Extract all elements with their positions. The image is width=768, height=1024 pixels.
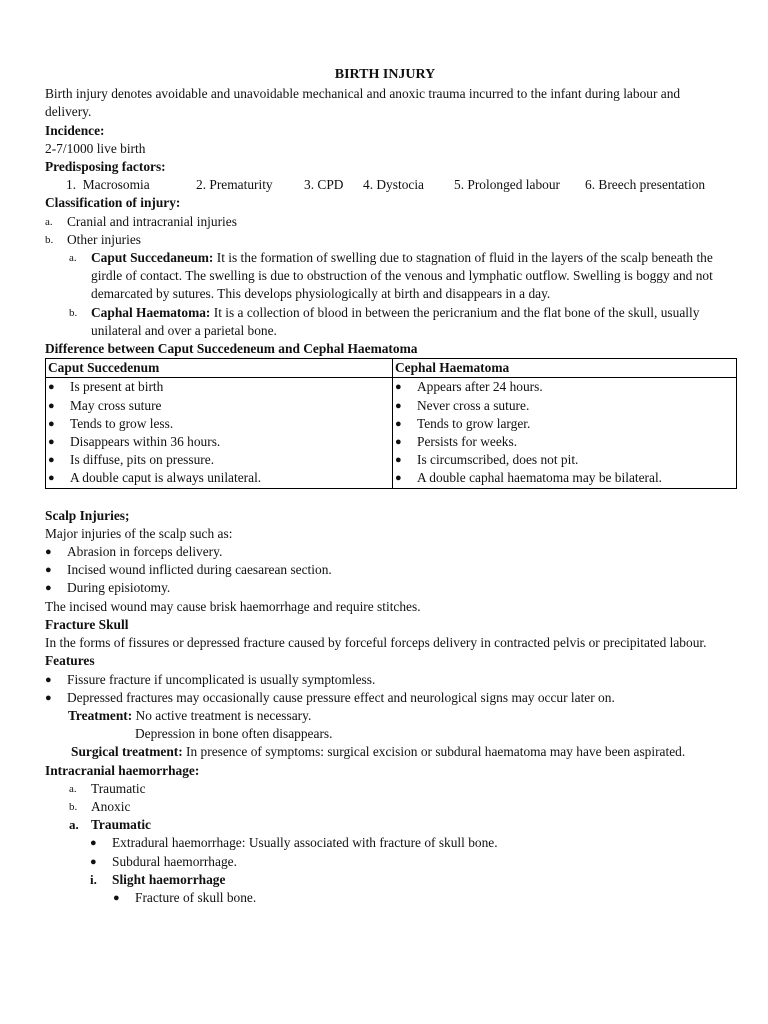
treatment-line — [45, 707, 725, 725]
list-item-text — [91, 304, 725, 340]
factor-item: 4. Dystocia — [363, 177, 424, 193]
bullet-icon: ● — [395, 472, 402, 485]
list-item-text: During episiotomy. — [67, 580, 171, 596]
factor-item: 2. Prematurity — [196, 177, 273, 193]
list-marker: i. — [90, 871, 97, 887]
treatment-label: Treatment: — [68, 707, 133, 723]
list-item-text: Fracture of skull bone. — [135, 889, 257, 905]
intro-paragraph: Birth injury denotes avoidable and unavoidable mechanical and anoxic trauma incurred to the infant during labour and delivery. — [45, 86, 681, 120]
definition: It is the formation of swelling due to stagnation of fluid in the layers of the scalp beneath the girdle of contact. The swelling is due to obstruction of the venous and lymphatic outflow. Swelling is boggy and not demarcated by sutures. This develops physiologically at birth and disappears in a day. — [91, 250, 713, 302]
table-bullet-row — [48, 397, 390, 415]
term: Caput Succedaneum: — [91, 250, 214, 266]
table-bullet-row — [48, 415, 390, 433]
list-item — [45, 304, 725, 340]
bullet-icon: ● — [45, 546, 52, 559]
list-marker: a. — [69, 817, 79, 833]
table-bullet-row — [395, 469, 734, 487]
cell-text: A double caphal haematoma may be bilateral. — [417, 470, 663, 486]
fracture-text: In the forms of fissures or depressed fracture caused by forceful forceps delivery in contracted pelvis or precipitated labour. — [45, 635, 707, 651]
bullet-icon: ● — [395, 381, 402, 394]
indent — [45, 744, 71, 759]
table-bullet-row — [48, 469, 390, 487]
scalp-heading: Scalp Injuries; — [45, 507, 130, 523]
factor-item: 5. Prolonged labour — [454, 177, 560, 193]
treatment-text: No active treatment is necessary. — [132, 707, 312, 723]
bullet-icon: ● — [395, 417, 402, 430]
cell-text: Is circumscribed, does not pit. — [417, 452, 579, 468]
cell-text: Tends to grow larger. — [417, 415, 531, 431]
list-item-text: Traumatic — [91, 780, 146, 796]
classification-heading: Classification of injury: — [45, 195, 181, 211]
factor-item: 6. Breech presentation — [585, 177, 706, 193]
list-item — [45, 579, 725, 597]
cell-text: Appears after 24 hours. — [417, 379, 543, 395]
list-item-text: Cranial and intracranial injuries — [67, 213, 237, 229]
bullet-icon: ● — [45, 582, 52, 595]
cell-text: Tends to grow less. — [70, 415, 174, 431]
cell-text: May cross suture — [70, 397, 162, 413]
list-item-text: Abrasion in forceps delivery. — [67, 544, 223, 560]
list-marker: b. — [45, 233, 54, 246]
bullet-icon: ● — [90, 837, 97, 850]
fracture-heading: Fracture Skull — [45, 616, 129, 632]
incidence-heading: Incidence: — [45, 122, 105, 138]
predisposing-factors-list — [45, 176, 725, 194]
document-page — [45, 66, 725, 907]
features-heading: Features — [45, 653, 95, 669]
bullet-icon: ● — [48, 417, 55, 430]
intracranial-heading: Intracranial haemorrhage: — [45, 762, 200, 778]
bullet-icon: ● — [48, 381, 55, 394]
table-bullet-row — [395, 378, 734, 396]
table-cell — [46, 378, 393, 488]
bullet-icon: ● — [395, 399, 402, 412]
cell-text: Is diffuse, pits on pressure. — [70, 452, 215, 468]
term: Caphal Haematoma: — [91, 304, 211, 320]
difference-table — [45, 358, 737, 488]
bullet-icon: ● — [48, 454, 55, 467]
cell-text: Persists for weeks. — [417, 434, 518, 450]
table-bullet-row — [48, 451, 390, 469]
list-item-text: Anoxic — [91, 798, 131, 814]
table-bullet-row — [395, 451, 734, 469]
cell-text: Never cross a suture. — [417, 397, 530, 413]
surgical-label: Surgical treatment: — [71, 744, 183, 760]
cell-text: A double caput is always unilateral. — [70, 470, 262, 486]
definition: It is a collection of blood in between the pericranium and the flat bone of the skull, usually unilateral and over a parietal bone. — [91, 304, 700, 338]
list-item — [45, 249, 725, 304]
list-item — [45, 671, 725, 689]
list-item-text: Subdural haemorrhage. — [112, 853, 237, 869]
subheading-slight — [45, 871, 725, 889]
treatment-line-2: Depression in bone often disappears. — [135, 726, 333, 742]
list-marker: a. — [69, 782, 77, 795]
list-item — [45, 889, 725, 907]
table-cell — [393, 378, 737, 488]
bullet-icon: ● — [395, 454, 402, 467]
subheading-text: Traumatic — [91, 817, 151, 833]
list-item-text: Extradural haemorrhage: Usually associated with fracture of skull bone. — [112, 835, 498, 851]
list-item-text: Incised wound inflicted during caesarean section. — [67, 562, 332, 578]
list-marker: b. — [69, 306, 78, 319]
list-item — [45, 231, 725, 249]
factor-item: 1. Macrosomia — [66, 177, 150, 193]
list-item — [45, 834, 725, 852]
list-item-text: Depressed fractures may occasionally cause pressure effect and neurological signs may occur later on. — [67, 689, 615, 705]
table-bullet-row — [395, 433, 734, 451]
list-item — [45, 798, 725, 816]
list-item — [45, 689, 725, 707]
factor-item: 3. CPD — [304, 177, 344, 193]
list-item — [45, 543, 725, 561]
table-bullet-row — [48, 433, 390, 451]
bullet-icon: ● — [45, 564, 52, 577]
subheading-text: Slight haemorrhage — [112, 871, 226, 887]
list-item-text — [91, 249, 725, 304]
bullet-icon: ● — [45, 691, 52, 704]
spacer — [45, 489, 725, 507]
list-item — [45, 213, 725, 231]
scalp-after: The incised wound may cause brisk haemorrhage and require stitches. — [45, 598, 421, 614]
surgical-text: In presence of symptoms: surgical excision or subdural haematoma may have been aspirated. — [182, 744, 686, 760]
list-item — [45, 780, 725, 798]
predisposing-heading: Predisposing factors: — [45, 159, 166, 175]
column-header: Cephal Haematoma — [393, 359, 737, 378]
bullet-icon: ● — [395, 436, 402, 449]
list-item — [45, 561, 725, 579]
table-bullet-row — [48, 378, 390, 396]
bullet-icon: ● — [90, 855, 97, 868]
bullet-icon: ● — [48, 472, 55, 485]
surgical-treatment — [45, 743, 725, 761]
subheading-traumatic — [45, 816, 725, 834]
cell-text: Is present at birth — [70, 379, 164, 395]
list-item-text: Fissure fracture if uncomplicated is usually symptomless. — [67, 671, 376, 687]
column-header: Caput Succedenum — [46, 359, 393, 378]
list-item — [45, 853, 725, 871]
bullet-icon: ● — [113, 891, 120, 904]
table-bullet-row — [395, 397, 734, 415]
page-title: BIRTH INJURY — [334, 67, 436, 82]
bullet-icon: ● — [48, 436, 55, 449]
list-item-text: Other injuries — [67, 231, 142, 247]
list-marker: a. — [69, 252, 77, 265]
bullet-icon: ● — [48, 399, 55, 412]
incidence-text: 2-7/1000 live birth — [45, 140, 146, 156]
bullet-icon: ● — [45, 673, 52, 686]
difference-heading: Difference between Caput Succedeneum and Cephal Haematoma — [45, 341, 418, 357]
list-marker: b. — [69, 800, 78, 813]
cell-text: Disappears within 36 hours. — [70, 434, 221, 450]
list-marker: a. — [45, 215, 53, 228]
table-bullet-row — [395, 415, 734, 433]
scalp-lead: Major injuries of the scalp such as: — [45, 525, 233, 541]
